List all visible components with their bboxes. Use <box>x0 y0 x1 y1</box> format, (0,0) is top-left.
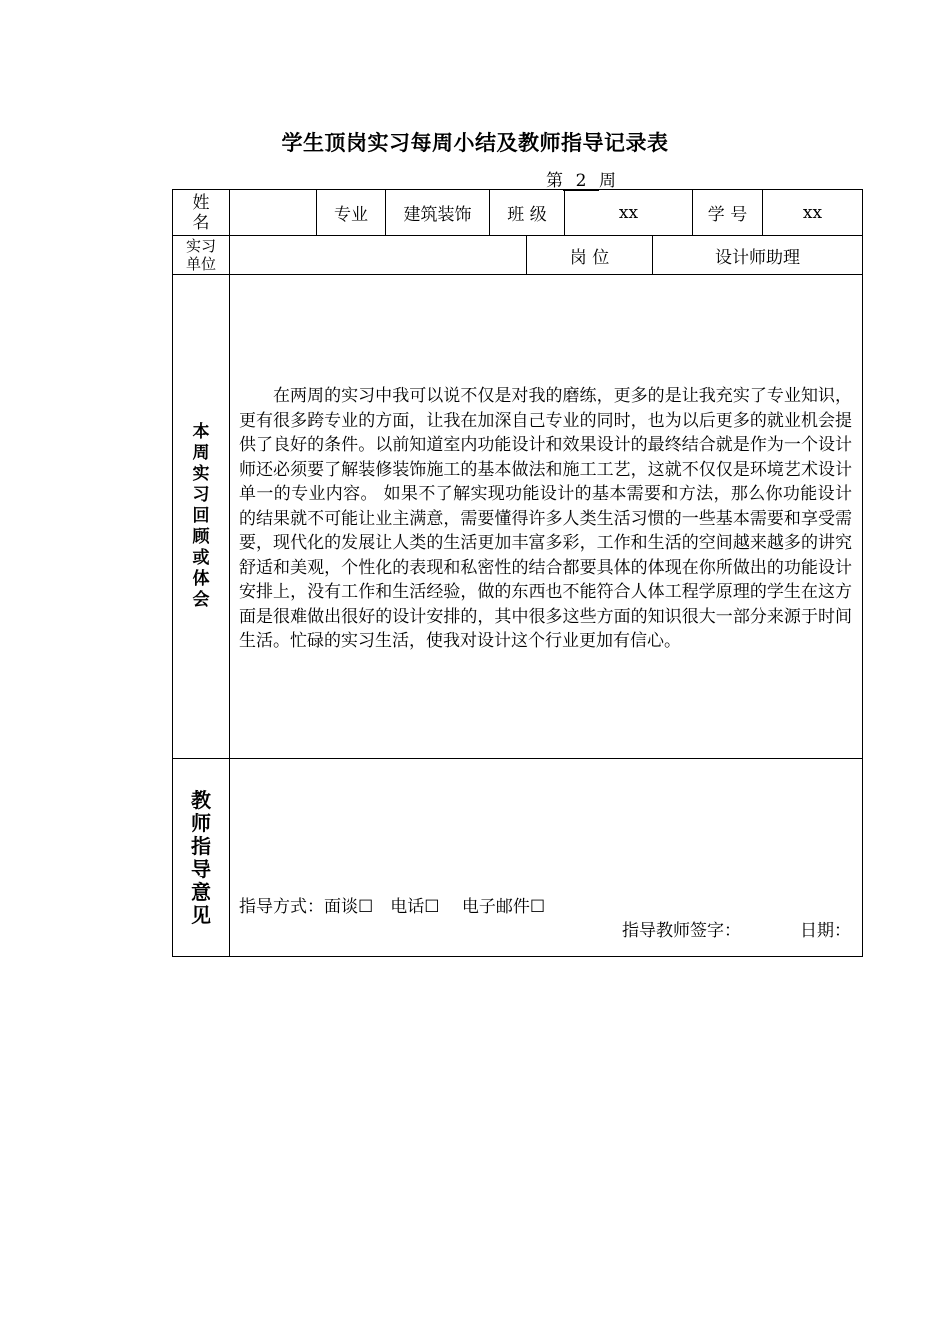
reflection-text: 在两周的实习中我可以说不仅是对我的磨练，更多的是让我充实了专业知识，更有很多跨专业的方面，让我在加深自己专业的同时，也为以后更多的就业机会提供了良好的条件。以前知道室内功能设计和效果设计的最终结合就是作为一个设计师还必须要了解装修装饰施工的基本做法和施工工艺，这就不仅仅是环境艺术设计单一的专业内容。 如果不了解实现功能设计的基本需要和方法，那么你功能设计的结果就不可能让业主满意，需要懂得许多人类生活习惯的一些基本需要和享受需要，现代化的发展让人类的生活更加丰富多彩，工作和生活的空间越来越多的讲究舒适和美观，个性化的表现和私密性的结合都要具体的体现在你所做出的功能设计安排上，没有工作和生活经验，做的东西也不能符合人体工程学原理的学生在这方面是很难做出很好的设计安排的，其中很多这些方面的知识很大一部分来源于时间生活。忙碌的实习生活，使我对设计这个行业更加有信心。 <box>239 386 852 652</box>
row-internship-unit <box>173 236 863 275</box>
teacher-label-cell <box>173 759 230 957</box>
reflection-content-cell[interactable] <box>230 275 863 759</box>
name-value-cell[interactable] <box>230 190 317 236</box>
row-teacher-guidance <box>173 759 863 957</box>
class-value[interactable]: xx <box>565 190 693 236</box>
teacher-label: 教师指导意见 <box>191 787 211 927</box>
record-table <box>172 189 863 957</box>
class-label: 班 级 <box>490 190 565 236</box>
unit-label-cell <box>173 236 230 275</box>
teacher-signature-label: 指导教师签字： <box>622 921 741 941</box>
name-label-cell <box>173 190 230 236</box>
name-label: 姓名 <box>192 192 210 233</box>
row-reflection <box>173 275 863 759</box>
teacher-content-cell[interactable] <box>230 759 863 957</box>
unit-label: 实习单位 <box>185 237 216 273</box>
student-id-label: 学 号 <box>693 190 763 236</box>
unit-value[interactable] <box>230 236 527 275</box>
week-suffix: 周 <box>599 171 616 191</box>
week-number[interactable]: 2 <box>563 172 599 191</box>
week-indicator <box>546 166 616 191</box>
form-title: 学生顶岗实习每周小结及教师指导记录表 <box>281 131 669 155</box>
post-value[interactable]: 设计师助理 <box>653 236 863 275</box>
major-value[interactable]: 建筑装饰 <box>386 190 490 236</box>
week-prefix: 第 <box>546 171 563 191</box>
post-label: 岗 位 <box>527 236 653 275</box>
guidance-mode[interactable]: 指导方式：面谈☐ 电话☐ 电子邮件☐ <box>239 897 546 917</box>
date-label: 日期： <box>800 921 851 941</box>
major-label: 专业 <box>317 190 386 236</box>
row-basic-info <box>173 190 863 236</box>
reflection-label: 本周实习回顾或体会 <box>192 422 210 610</box>
reflection-label-cell <box>173 275 230 759</box>
student-id-value[interactable]: xx <box>763 190 863 236</box>
